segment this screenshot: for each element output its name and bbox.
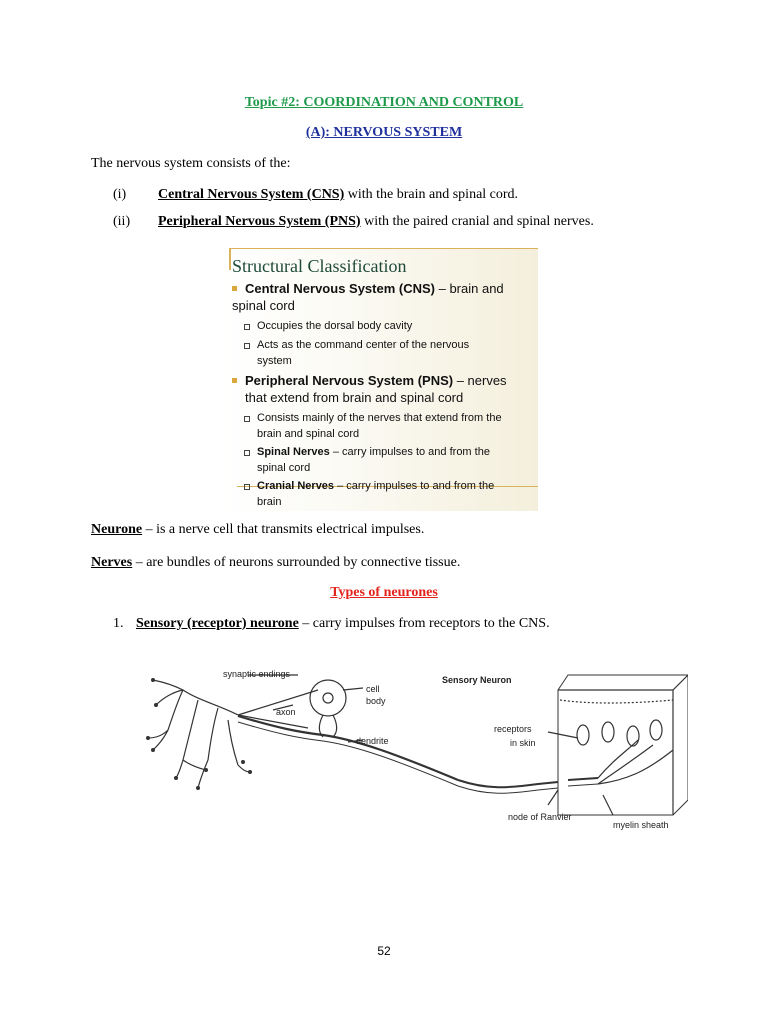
slide-cns-line2: spinal cord [232, 298, 295, 313]
skin-receptor-block [558, 675, 688, 815]
slide-cns-term: Central Nervous System (CNS) [245, 281, 435, 296]
slide-cns-sub: Acts as the command center of the nervous [257, 339, 470, 351]
slide-cranial-rest: – carry impulses to and from the [334, 480, 495, 492]
slide-pns-line2: that extend from brain and spinal cord [245, 390, 464, 405]
slide-pns-sub: brain and spinal cord [257, 428, 360, 440]
topic-heading: Topic #2: COORDINATION AND CONTROL [244, 95, 524, 110]
bullet-square-icon [232, 378, 237, 383]
slide-spinal-line2: spinal cord [257, 462, 311, 474]
label-cell: cell [366, 684, 380, 694]
nerves-text: – are bundles of neurons surrounded by connective tissue. [132, 555, 461, 570]
neurone-definition [91, 522, 424, 538]
label-axon: axon [276, 707, 296, 717]
label-node-of-ranvier: node of Ranvier [508, 812, 572, 822]
slide-left-rule [229, 248, 231, 270]
slide-title: Structural Classification [232, 256, 407, 276]
slide-cranial-line2: brain [257, 496, 282, 508]
label-body: body [366, 696, 386, 706]
intro-paragraph: The nervous system consists of the: [91, 156, 291, 171]
sub-bullet-icon [244, 450, 250, 456]
sensory-description: – carry impulses from receptors to the CNS. [298, 616, 550, 631]
slide-top-rule [229, 248, 538, 249]
cns-term: Central Nervous System (CNS) [158, 187, 345, 202]
sub-bullet-icon [244, 416, 250, 422]
section-heading: (A): NERVOUS SYSTEM [305, 125, 463, 140]
sensory-term: Sensory (receptor) neurone [136, 616, 299, 631]
slide-cranial-line [257, 478, 494, 494]
label-myelin-sheath: myelin sheath [613, 820, 669, 830]
cell-body [310, 680, 346, 716]
slide-pns-sub: Consists mainly of the nerves that extend from the [257, 412, 502, 424]
slide-spinal-rest: – carry impulses to and from the [329, 446, 490, 458]
diagram-title: Sensory Neuron [442, 675, 512, 685]
types-heading: Types of neurones [330, 585, 438, 600]
label-receptors: receptors [494, 724, 532, 734]
slide-cns-sub: system [257, 355, 292, 367]
slide-pns-rest: – nerves [453, 373, 507, 388]
list-item-pns [158, 214, 594, 230]
slide-pns-line [245, 372, 507, 389]
label-in-skin: in skin [510, 738, 536, 748]
list-item-cns [158, 187, 518, 203]
sensory-neuron-diagram [128, 660, 688, 840]
slide-cranial-term: Cranial Nerves [257, 480, 335, 492]
sub-bullet-icon [244, 324, 250, 330]
synaptic-endings [148, 680, 318, 788]
slide-pns-term: Peripheral Nervous System (PNS) [245, 373, 454, 388]
neurone-text: – is a nerve cell that transmits electrical impulses. [142, 522, 425, 537]
cns-description: with the brain and spinal cord. [344, 187, 519, 202]
pns-term: Peripheral Nervous System (PNS) [158, 214, 361, 229]
types-item-sensory [136, 616, 550, 632]
slide-spinal-term: Spinal Nerves [257, 446, 330, 458]
slide-cns-rest: – brain and [435, 281, 504, 296]
label-dendrite: dendrite [356, 736, 389, 746]
structural-classification-slide [222, 248, 538, 511]
pns-description: with the paired cranial and spinal nerves. [360, 214, 594, 229]
types-item-number: 1. [113, 616, 124, 631]
slide-cns-line [245, 280, 504, 297]
label-synaptic-endings: synaptic endings [223, 669, 291, 679]
nerves-definition [91, 555, 460, 571]
sub-bullet-icon [244, 343, 250, 349]
page-number: 52 [377, 944, 391, 958]
slide-cns-sub: Occupies the dorsal body cavity [257, 320, 413, 332]
list-item-number: (ii) [113, 214, 131, 229]
list-item-number: (i) [113, 187, 127, 202]
slide-spinal-line [257, 444, 490, 460]
bullet-square-icon [232, 286, 237, 291]
nerves-term: Nerves [91, 555, 133, 570]
sub-bullet-icon [244, 484, 250, 490]
neurone-term: Neurone [91, 522, 143, 537]
